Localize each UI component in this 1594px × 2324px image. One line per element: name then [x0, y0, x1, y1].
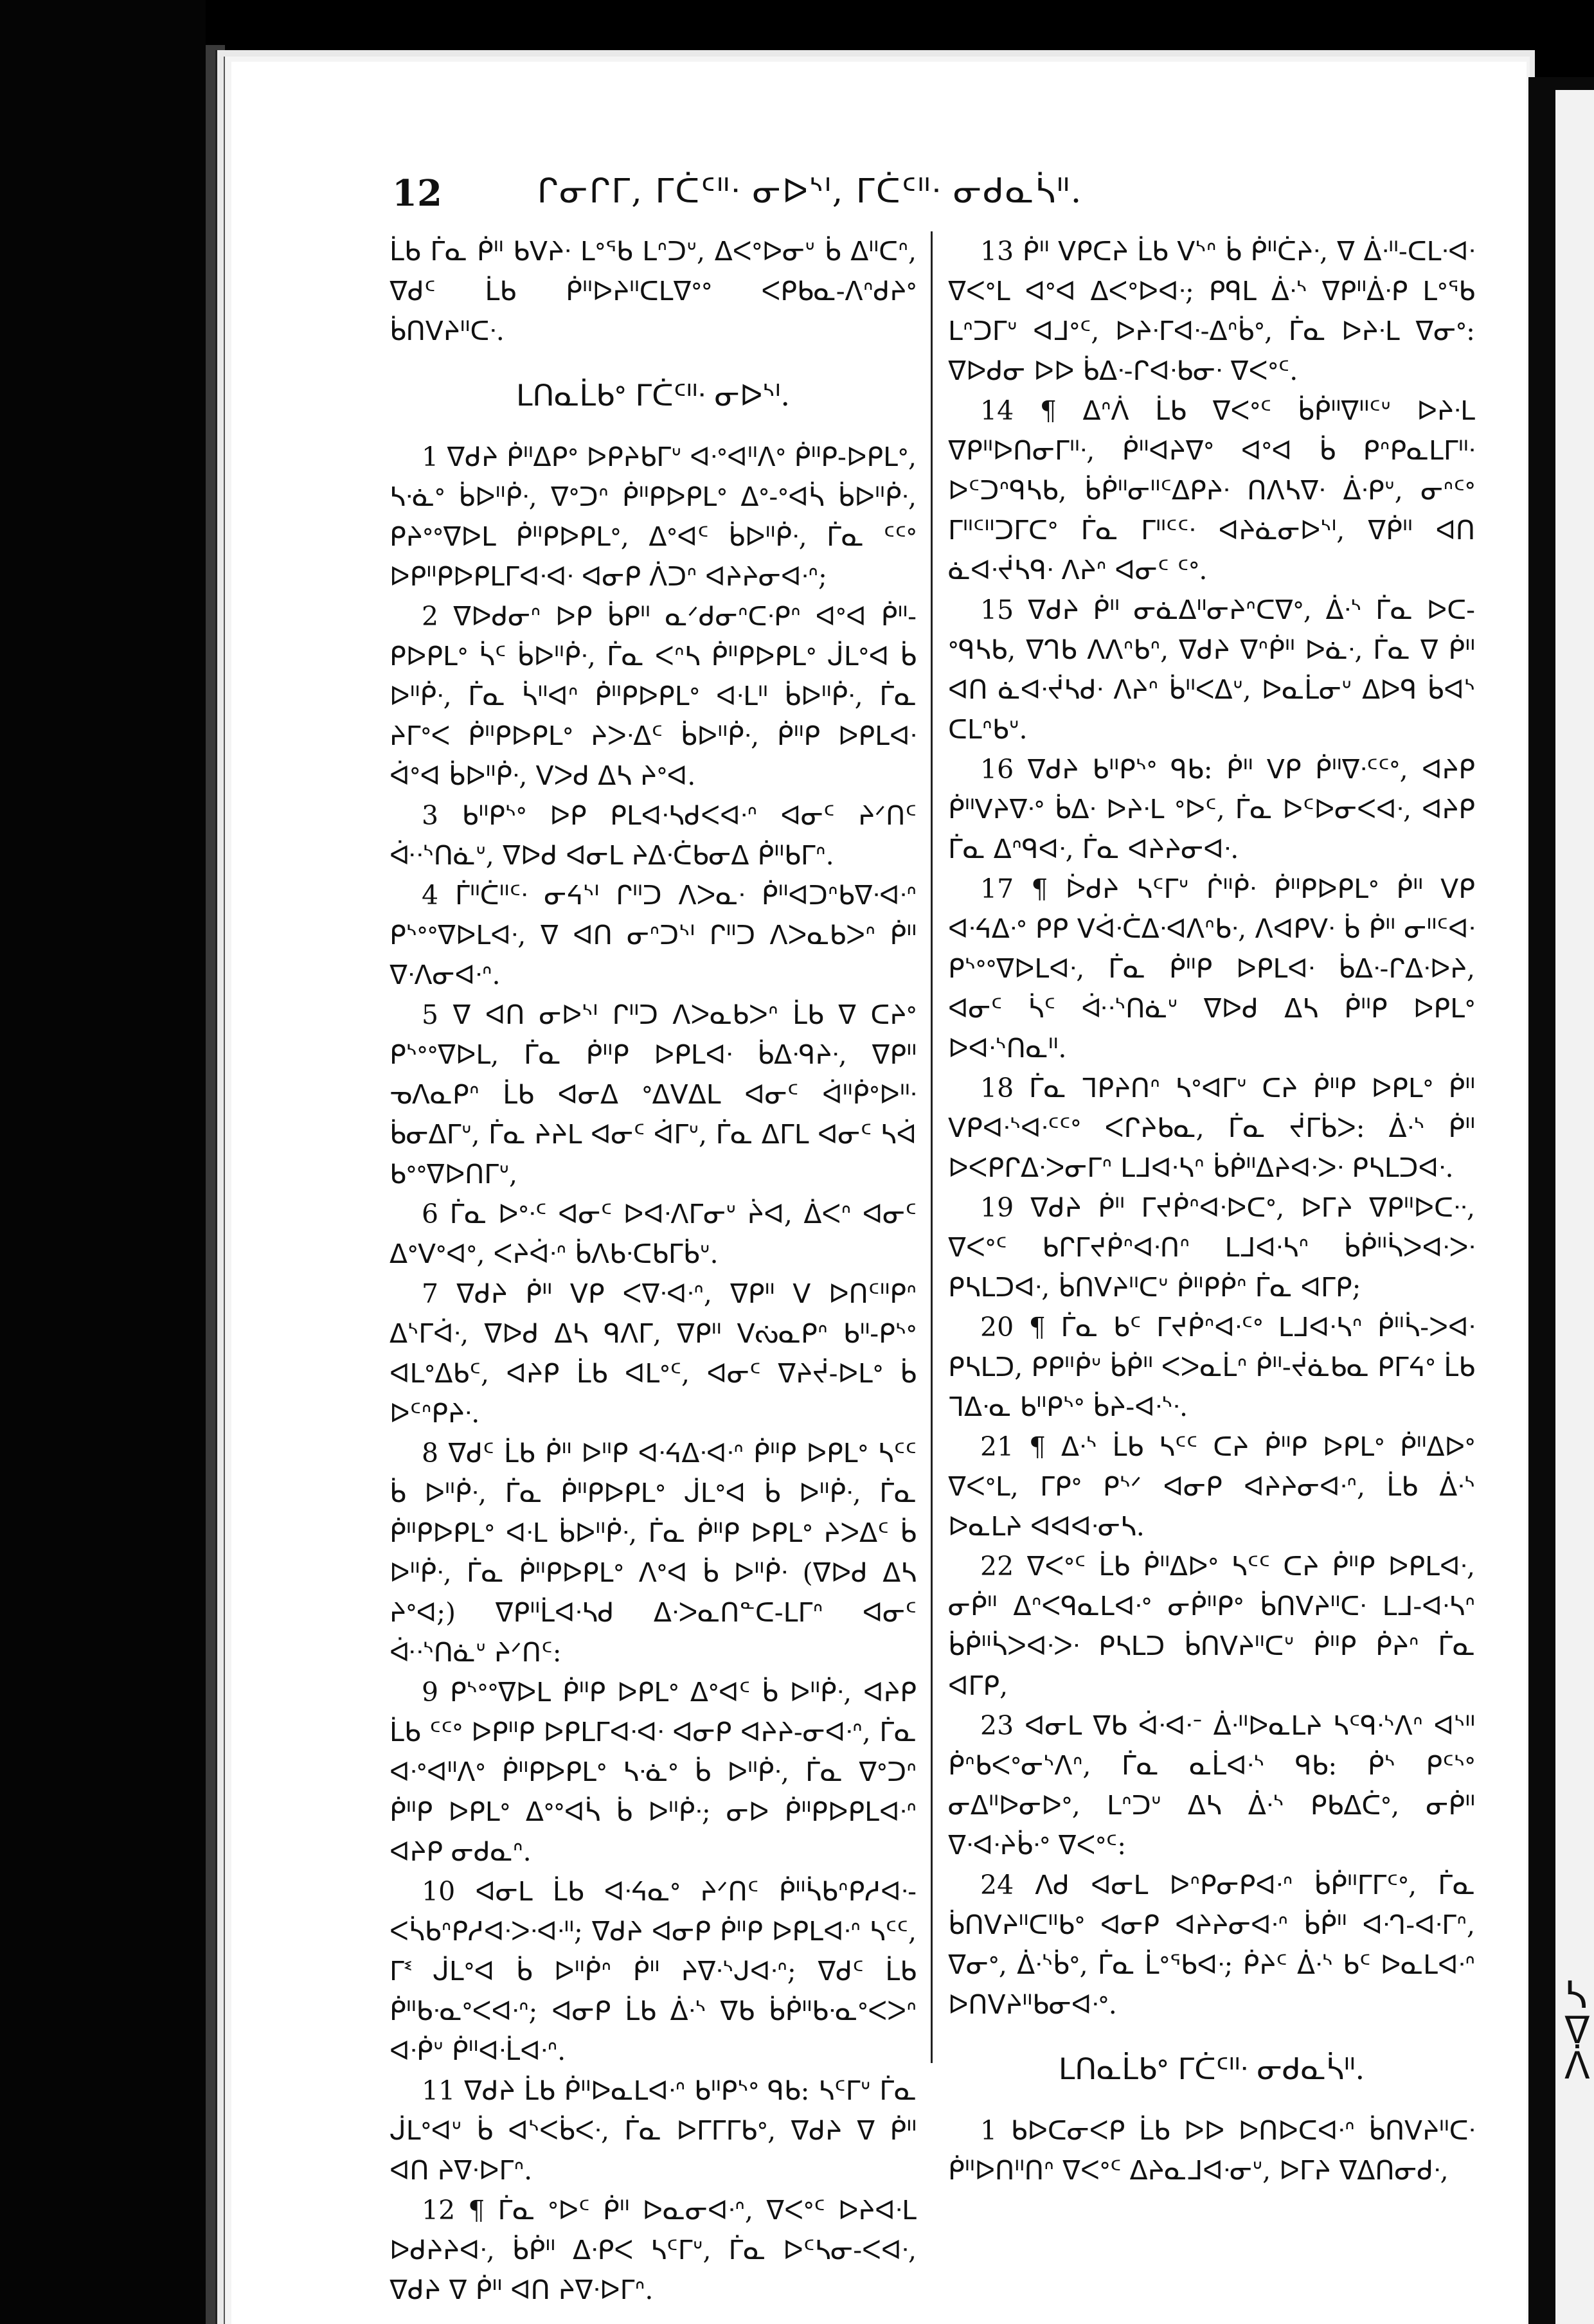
margin-fragment: ᓴ [1564, 1973, 1587, 2017]
verse-paragraph: 23 ᐊᓂᒪ ᐁᑲ ᐋᐧᐊᐧᐨ ᐄᐧᐦᐅᓇᒪᔨ ᓴᑦᑫᐧᔅᐱᐢ ᐊᔅᐦ ᑮᐢᑲᐸᐤᓂᔅᐱᐢ, ᒦᓇ ᓇᒫᐊᐧᔅ ᑫᑲ: ᑮᔅ ᑭᑦᔅᐤ ᓂᐃᐦᐅᓂᐅᐤ, ᒪᐢᑐᐡ ᐃᓴ ᐄᐧᔅ ᑭᑲᐃᑖᐤ, ᓂᑮᐦ ᐁᐧᐊᐧᔨᑳᐧᐤ ᐁᐸᐤᑦ: [948, 1710, 1475, 1861]
running-head: ᒋᓂᒋᒥ, ᒥᑖᑦᐦᐧ ᓂᐅᔅᑊ, ᒥᑖᑦᐦᐧ ᓂᑯᓇᓵᐦ. [537, 172, 1083, 211]
verse-paragraph: 7 ᐁᑯᔨ ᑮᐦ ᐯᑭ ᐸᐁᐧᐊᐧᐢ, ᐁᑭᐦ ᐯ ᐅᑎᑦᐦᑭᐢ ᐃᔅᒥᐋᐧ, ᐁᐅᑯ ᐃᓴ ᑫᐱᒥ, ᐁᑭᐦ ᐯᔔᓇᑭᐢ ᑲᐦ-ᑭᔅᐤ ᐊᒪᐤᐃᑲᑦ, ᐊᔨᑭ ᒫᑲ ᐊᒪᐤᑦ, ᐊᓂᑦ ᐁᔨᔫ-ᐅᒪᐤ ᑳ ᐅᑦᐢᑭᔨᐧ. [390, 1278, 917, 1429]
verse-paragraph: 22 ᐁᐸᐤᑦ ᒫᑲ ᑮᐦᐃᐅᐤ ᓴᑦᑦ ᑕᔨ ᑮᐦᑭ ᐅᑭᒪᐊᐧ, ᓂᑮᐦ ᐃᐢᐸᑫᓇᒪᐊᐧᐤ ᓂᑮᐦᑭᐤ ᑳᑎᐯᔨᐦᑕᐧ ᒪᒧ-ᐊᐧᓴᐢ ᑳᑮᐦᓵᐳᐊᐧᐳᐧ ᑭᓴᒪᑐ ᑳᑎᐯᔨᐦᑕᐡ ᑮᐦᑭ ᑮᔨᐢ ᒦᓇ ᐊᒥᑭ, [948, 1551, 1475, 1701]
page-header [392, 172, 1228, 224]
verse-paragraph: 14 ¶ ᐃᐢᐲ ᒫᑲ ᐁᐸᐤᑦ ᑳᑮᐦᐁᐦᑦᐡ ᐅᔨᐧᒪ ᐁᑭᐦᐅᑎᓂᒥᐦᐧ, ᑮᐦᐊᔨᐁᐤ ᐊᐤᐊ ᑳ ᑭᐢᑭᓇᒪᒥᐦᐧ ᐅᑦᑐᐢᑫᓴᑲ, ᑳᑮᐦᓂᐦᑦᐃᑭᔨᐧ ᑎᐱᓴᐁᐧ ᐄᐧᑭᐡ, ᓂᐢᑦᐤ ᒥᐦᑦᐦᑐᒥᑕᐤ ᒦᓇ ᒥᐦᑦᑦᐧ ᐊᔨᓈᓂᐅᔅᑊ, ᐁᑮᐦ ᐊᑎ ᓈᐊᐧᔫᓴᑫᐧ ᐱᔨᐢ ᐊᓂᑦ ᑦᐤ. [948, 395, 1475, 585]
page-number: 12 [392, 172, 442, 215]
continued-paragraph: ᒫᑲ ᒦᓇ ᑮᐦ ᑲᐯᔨᐧ ᒪᐤᖃ ᒪᐢᑐᐡ, ᐃᐸᐤᐅᓂᐡ ᑳ ᐃᐦᑕᐢ, ᐁᑯᑦ ᒫᑲ ᑮᐦᐅᔨᐦᑕᒪᐁᐤᐤ ᐸᑭᑲᓇ-ᐱᐢᑯᔨᐤ ᑳᑎᐯᔨᐦᑕᐧ. [390, 236, 917, 346]
margin-fragment: ᐲ [1564, 2044, 1590, 2087]
verse-paragraph: 6 ᒦᓇ ᐅᐤᐧᑦ ᐊᓂᑦ ᐅᐊᐧᐱᒥᓂᐡ ᔩᐊ, ᐄᐸᐢ ᐊᓂᑦ ᐃᐤᐯᐤᐊᐤ, ᐸᔨᐋᐧᐢ ᑳᐱᑲᐧᑕᑲᒥᑳᐡ. [390, 1199, 917, 1269]
section-heading: ᒪᑎᓇᒫᑲᐤ ᒥᑖᑦᐦᐧ ᓂᐅᔅᑊ. [515, 378, 791, 413]
right-text-column [948, 231, 1475, 2190]
section-heading: ᒪᑎᓇᒫᑲᐤ ᒥᑖᑦᐦᐧ ᓂᑯᓇᓵᐦ. [1058, 2051, 1365, 2086]
verse-paragraph: 19 ᐁᑯᔨ ᑮᐦ ᒥᔪᑮᐢᐊᐧᐅᑕᐤ, ᐅᒥᔨ ᐁᑭᐦᐅᑕᐧᐧ, ᐁᐸᐤᑦ ᑲᒋᒥᔪᑮᐢᐊᐧᑎᐢ ᒪᒧᐊᐧᓴᐢ ᑳᑮᐦᓵᐳᐊᐧᐳᐧ ᑭᓴᒪᑐᐊᐧ, ᑳᑎᐯᔨᐦᑕᐡ ᑮᐦᑭᑮᐢ ᒦᓇ ᐊᒥᑭ; [948, 1192, 1475, 1303]
verse-paragraph: 17 ¶ ᐆᑯᔨ ᓴᑦᒥᐡ ᒌᐦᑮᐧ ᑮᐦᑭᐅᑭᒪᐤ ᑮᐦ ᐯᑭ ᐊᐧᔦᐃᐧᐤ ᑭᑭ ᐯᐋᐧᑖᐃᐧᐊᐱᐢᑲᐧ, ᐱᐊᑭᐯᐧ ᑳ ᑮᐦ ᓂᐦᑦᐊᐧ ᑭᔅᐤᐤᐁᐅᒪᐊᐧ, ᒦᓇ ᑮᐦᑭ ᐅᑭᒪᐊᐧ ᑳᐃᐧ-ᒋᐃᐧᐅᔨ, ᐊᓂᑦ ᓵᑦ ᐚᐧᔅᑎᓈᐡ ᐁᐅᑯ ᐃᓴ ᑮᐦᑭ ᐅᑭᒪᐤ ᐅᐊᐧᔅᑎᓇᐦ. [948, 873, 1475, 1064]
verse-paragraph: 20 ¶ ᒦᓇ ᑲᑦ ᒥᔪᑮᐢᐊᐧᑦᐤ ᒪᒧᐊᐧᓴᐢ ᑮᐦᓵ-ᐳᐊᐧ ᑭᓴᒪᑐ, ᑭᑭᐦᑮᐡ ᑳᑮᐦ ᐸᐳᓇᒫᐢ ᑮᐦ-ᔫᓈᑲᓇ ᑭᒥᔦᐤ ᒫᑲ ᒣᐃᐧᓇ ᑲᐦᑭᔅᐤ ᑳᔨ-ᐊᐧᔅᐧ. [948, 1312, 1475, 1422]
verse-paragraph: 10 ᐊᓂᒪ ᒫᑲ ᐊᐧᔦᓇᐤ ᔨᐟᑎᑦ ᑮᐦᓵᑲᐢᑭᓱᐊᐧ-ᐸᓵᑲᐢᑭᓱᐊᐧᐳᐧᐊᐧᐦ; ᐁᑯᔨ ᐊᓂᑭ ᑮᐦᑭ ᐅᑭᒪᐊᐧᐢ ᓴᑦᑦ, ᒥᓫ ᒎᒪᐤᐊ ᑳ ᐅᐦᑮᐢ ᑮᐦ ᔨᐁᐧᔅᒍᐊᐧᐢ; ᐁᑯᑦ ᒫᑲ ᑮᐦᑲᐧᓇᐤᐸᐊᐧᐢ; ᐊᓂᑭ ᒫᑲ ᐄᐧᔅ ᐁᑲ ᑳᑮᐦᑲᐧᓇᐤᐸᐳᐢ ᐊᐧᑮᐡ ᑮᐦᐊᐧᒫᐊᐧᐢ. [390, 1876, 917, 2066]
margin-fragment: ᐁ [1564, 2008, 1590, 2052]
verse-paragraph: 9 ᑭᔅᐤᐤᐁᐅᒪ ᑮᐦᑭ ᐅᑭᒪᐤ ᐃᐤᐊᑦ ᑳ ᐅᐦᑮᐧ, ᐊᔨᑭ ᒫᑲ ᑦᑦᐤ ᐅᑭᐦᑭ ᐅᑭᒪᒥᐊᐧᐊᐧ ᐊᓂᑭ ᐊᔨᔨ-ᓂᐊᐧᐢ, ᒦᓇ ᐊᐧᐤᐊᐦᐱᐤ ᑮᐦᑭᐅᑭᒪᐤ ᓴᐧᓈᐤ ᑳ ᐅᐦᑮᐧ, ᒦᓇ ᐁᐤᑐᐢ ᑮᐦᑭ ᐅᑭᒪᐤ ᐃᐤᐤᐊᓵ ᑳ ᐅᐦᑮᐧ; ᓂᐅ ᑮᐦᑭᐅᑭᒪᐊᐧᐢ ᐊᔨᑭ ᓂᑯᓇᐢ. [390, 1677, 917, 1867]
verse-paragraph: 2 ᐁᐅᑯᓂᐢ ᐅᑭ ᑳᑭᐦ ᓇᐟᑯᓂᐢᑕᐧᑭᐢ ᐊᐤᐊ ᑮᐦ-ᑭᐅᑭᒪᐤ ᓵᑦ ᑳᐅᐦᑮᐧ, ᒦᓇ ᐸᐢᓴ ᑮᐦᑭᐅᑭᒪᐤ ᒎᒪᐤᐊ ᑳ ᐅᐦᑮᐧ, ᒦᓇ ᓵᐦᐊᐢ ᑮᐦᑭᐅᑭᒪᐤ ᐊᐧᒪᐦ ᑳᐅᐦᑮᐧ, ᒦᓇ ᔨᒥᐤᐸ ᑮᐦᑭᐅᑭᒪᐤ ᔨᐳᐧᐃᑦ ᑳᐅᐦᑮᐧ, ᑮᐦᑭ ᐅᑭᒪᐊᐧ ᐋᐤᐊ ᑳᐅᐦᑮᐧ, ᐯᐳᑯ ᐃᓴ ᔨᐤᐊ. [390, 601, 917, 791]
verse-paragraph: 15 ᐁᑯᔨ ᑮᐦ ᓂᓈᐃᐦᓂᔨᐢᑕᐁᐤ, ᐄᐧᔅ ᒦᓇ ᐅᑕ-ᐤᑫᓴᑲ, ᐁᒉᑲ ᐱᐱᐢᑲᐢ, ᐁᑯᔨ ᐁᐢᑮᐦ ᐅᓈᐧ, ᒦᓇ ᐁ ᑮᐦ ᐊᑎ ᓈᐊᐧᔫᓴᑯᐧ ᐱᔨᐢ ᑳᐦᐸᐃᐡ, ᐅᓇᒫᓂᐡ ᐃᐅᑫ ᑳᐊᔅ ᑕᒪᐢᑲᐡ. [948, 594, 1475, 745]
verse-paragraph: 12 ¶ ᒦᓇ ᐤᐅᑦ ᑮᐦ ᐅᓇᓂᐊᐧᐢ, ᐁᐸᐤᑦ ᐅᔨᐊᐧᒪ ᐅᑯᔨᔨᐊᐧ, ᑳᑮᐦ ᐃᐧᑭᐸ ᓴᑦᒥᐡ, ᒦᓇ ᐅᑦᓴᓂ-ᐸᐊᐧ, ᐁᑯᔨ ᐁ ᑮᐦ ᐊᑎ ᔨᐁᐧᐅᒥᐢ. [390, 2195, 917, 2305]
verse-paragraph: 21 ¶ ᐃᐧᔅ ᒫᑲ ᓴᑦᑦ ᑕᔨ ᑮᐦᑭ ᐅᑭᒪᐤ ᑮᐦᐃᐅᐤ ᐁᐸᐤᒪ, ᒥᑭᐤ ᑭᔅᐟ ᐊᓂᑭ ᐊᔨᔨᓂᐊᐧᐢ, ᒫᑲ ᐄᐧᔅ ᐅᓇᒪᔨ ᐊᐊᐊᐧᓂᓴ. [948, 1431, 1475, 1542]
verse-paragraph: 11 ᐁᑯᔨ ᒫᑲ ᑮᐦᐅᓇᒪᐊᐧᐢ ᑲᐦᑭᔅᐤ ᑫᑲ: ᓴᑦᒥᐡ ᒦᓇ ᒎᒪᐤᐊᐡ ᑳ ᐊᔅᐸᑳᐸᐧ, ᒦᓇ ᐅᒥᒥᒥᑲᐤ, ᐁᑯᔨ ᐁ ᑮᐦ ᐊᑎ ᔨᐁᐧᐅᒥᐢ. [390, 2075, 917, 2186]
verse-paragraph: 3 ᑲᐦᑭᔅᐤ ᐅᑭ ᑭᒪᐊᐧᓴᑯᐸᐊᐧᐢ ᐊᓂᑦ ᔨᐟᑎᑦ ᐚᐧᔅᑎᓈᐡ, ᐁᐅᑯ ᐊᓂᒪ ᔨᐃᐧᑖᑲᓂᐃ ᑮᐦᑲᒥᐢ. [390, 800, 917, 871]
verse-paragraph: 8 ᐁᑯᑦ ᒫᑲ ᑮᐦ ᐅᐦᑭ ᐊᐧᔦᐃᐧᐊᐧᐢ ᑮᐦᑭ ᐅᑭᒪᐤ ᓴᑦᑦ ᑳ ᐅᐦᑮᐧ, ᒦᓇ ᑮᐦᑭᐅᑭᒪᐤ ᒎᒪᐤᐊ ᑳ ᐅᐦᑮᐧ, ᒦᓇ ᑮᐦᑭᐅᑭᒪᐤ ᐊᐧᒪ ᑳᐅᐦᑮᐧ, ᒦᓇ ᑮᐦᑭ ᐅᑭᒪᐤ ᔨᐳᐃᑦ ᑳ ᐅᐦᑮᐧ, ᒦᓇ ᑮᐦᑭᐅᑭᒪᐤ ᐱᐤᐊ ᑳ ᐅᐦᑮᐧ (ᐁᐅᑯ ᐃᓴ ᔨᐤᐊ;) ᐁᑭᐦᒫᐊᐧᓴᑯ ᐃᐧᐳᓇᑎᓐᑕ-ᒪᒥᐢ ᐊᓂᑦ ᐚᐧᔅᑎᓈᐡ ᔨᐟᑎᑦ: [390, 1438, 917, 1668]
verse-paragraph: 4 ᒦᐦᑖᐦᑦᐧ ᓂᔦᔅᑊ ᒋᐦᑐ ᐱᐳᓇᐧ ᑮᐦᐊᑐᐢᑲᐁᐧᐊᐧᐢ ᑭᔅᐤᐤᐁᐅᒪᐊᐧ, ᐁ ᐊᑎ ᓂᐢᑐᔅᑊ ᒋᐦᑐ ᐱᐳᓇᑲᐳᐢ ᑮᐦ ᐁᐧᐱᓂᐊᐧᐢ. [390, 880, 917, 990]
verse-paragraph: 16 ᐁᑯᔨ ᑲᐦᑭᔅᐤ ᑫᑲ: ᑮᐦ ᐯᑭ ᑮᐦᐁᐧᑦᑦᐤ, ᐊᔨᑭ ᑮᐦᐯᔨᐁᐧᐤ ᑳᐃᐧ ᐅᔨᐧᒪ ᐤᐅᑦ, ᒦᓇ ᐅᑦᐅᓂᐸᐊᐧ, ᐊᔨᑭ ᒦᓇ ᐃᐢᑫᐊᐧ, ᒦᓇ ᐊᔨᔨᓂᐊᐧ. [948, 754, 1475, 864]
next-page-sliver [1555, 90, 1594, 2324]
book-edge-left [0, 0, 206, 2324]
verse-paragraph: 24 ᐱᑯ ᐊᓂᒪ ᐅᐢᑭᓂᑭᐊᐧᐢ ᑳᑮᐦᒥᒥᑦᐤ, ᒦᓇ ᑳᑎᐯᔨᐦᑕᐦᑲᐤ ᐊᓂᑭ ᐊᔨᔨᓂᐊᐧᐢ ᑳᑮᐦ ᐊᐧᒉ-ᐊᐧᒥᐢ, ᐁᓂᐤ, ᐄᐧᔅᑳᐤ, ᒦᓇ ᒫᐤᖃᐊᐧ; ᑮᔨᑦ ᐄᐧᔅ ᑲᑦ ᐅᓇᒪᐊᐧᐢ ᐅᑎᐯᔨᐦᑲᓂᐊᐧᐤ. [948, 1870, 1475, 2020]
verse-paragraph: 5 ᐁ ᐊᑎ ᓂᐅᔅᑊ ᒋᐦᑐ ᐱᐳᓇᑲᐳᐢ ᒫᑲ ᐁ ᑕᔨᐤ ᑭᔅᐤᐤᐁᐅᒪ, ᒦᓇ ᑮᐦᑭ ᐅᑭᒪᐊᐧ ᑳᐃᐧᑫᔨᐧ, ᐁᑭᐦ ᓀᐱᓇᑭᐢ ᒫᑲ ᐊᓂᐃ ᐤᐃᐯᐃᒪ ᐊᓂᑦ ᐋᐦᑮᐤᐅᐦᐧ ᑳᓂᐃᒥᐡ, ᒦᓇ ᔨᔨᒪ ᐊᓂᑦ ᐋᒥᐡ, ᒦᓇ ᐃᒥᒪ ᐊᓂᑦ ᓴᐋ ᑲᐤᐤᐁᐅᑎᒥᐡ, [390, 999, 917, 1190]
verse-paragraph: 1 ᑲᐅᑕᓂᐸᑭ ᒫᑲ ᐅᐅ ᐅᑎᐅᑕᐊᐧᐢ ᑳᑎᐯᔨᐦᑕᐧ ᑮᐦᐅᑎᐦᑎᐢ ᐁᐸᐤᑦ ᐃᔨᓇᒧᐊᐧᓂᐡ, ᐅᒥᔨ ᐁᐃᑎᓂᑯᐧ, [948, 2115, 1475, 2186]
verse-paragraph: 18 ᒦᓇ ᒣᑭᔨᑎᐢ ᓴᐤᐊᒥᐡ ᑕᔨ ᑮᐦᑭ ᐅᑭᒪᐤ ᑮᐦ ᐯᑭᐊᐧᔅᐊᐧᑦᑦᐤ ᐸᒋᔨᑲᓇ, ᒦᓇ ᔫᒥᑳᐳ: ᐄᐧᔅ ᑮᐦ ᐅᐸᑭᒋᐃᐧᐳᓂᒥᐢ ᒪᒧᐊᐧᓴᐢ ᑳᑮᐦᐃᔨᐊᐧᐳᐧ ᑭᓴᒪᑐᐊᐧ. [948, 1073, 1475, 1183]
verse-paragraph: 13 ᑮᐦ ᐯᑭᑕᔨ ᒫᑲ ᐯᔅᐢ ᑳ ᑮᐦᑖᔨᐧ, ᐁ ᐄᐧᐦ-ᑕᒪᐧᐊᐧ ᐁᐸᐤᒪ ᐊᐤᐊ ᐃᐸᐤᐅᐊᐧ; ᑭᑫᒪ ᐄᐧᔅ ᐁᑭᐦᐄᐧᑭ ᒪᐤᖃ ᒪᐢᑐᒥᐡ ᐊᒧᐤᑦ, ᐅᔨᐧᒥᐊᐧ-ᐃᐢᑳᐤ, ᒦᓇ ᐅᔨᐧᒪ ᐁᓂᐤ: ᐁᐅᑯᓂ ᐅᐅ ᑳᐃᐧ-ᒋᐊᐧᑲᓂᐧ ᐁᐸᐤᑦ. [948, 236, 1475, 386]
left-text-column [390, 231, 917, 2310]
column-divider [931, 231, 933, 2063]
verse-paragraph: 1 ᐁᑯᔨ ᑮᐦᐃᑭᐤ ᐅᑭᔨᑲᒥᐡ ᐊᐧᐤᐊᐦᐱᐤ ᑮᐦᑭ-ᐅᑭᒪᐤ, ᓴᐧᓈᐤ ᑳᐅᐦᑮᐧ, ᐁᐤᑐᐢ ᑮᐦᑭᐅᑭᒪᐤ ᐃᐤ-ᐤᐊᓵ ᑳᐅᐦᑮᐧ, ᑭᔨᐤᐤᐁᐅᒪ ᑮᐦᑭᐅᑭᒪᐤ, ᐃᐤᐊᑦ ᑳᐅᐦᑮᐧ, ᒦᓇ ᑦᑦᐤ ᐅᑭᐦᑭᐅᑭᒪᒥᐊᐧᐊᐧ ᐊᓂᑭ ᐲᑐᐢ ᐊᔨᔨᓂᐊᐧᐢ; [390, 442, 917, 592]
